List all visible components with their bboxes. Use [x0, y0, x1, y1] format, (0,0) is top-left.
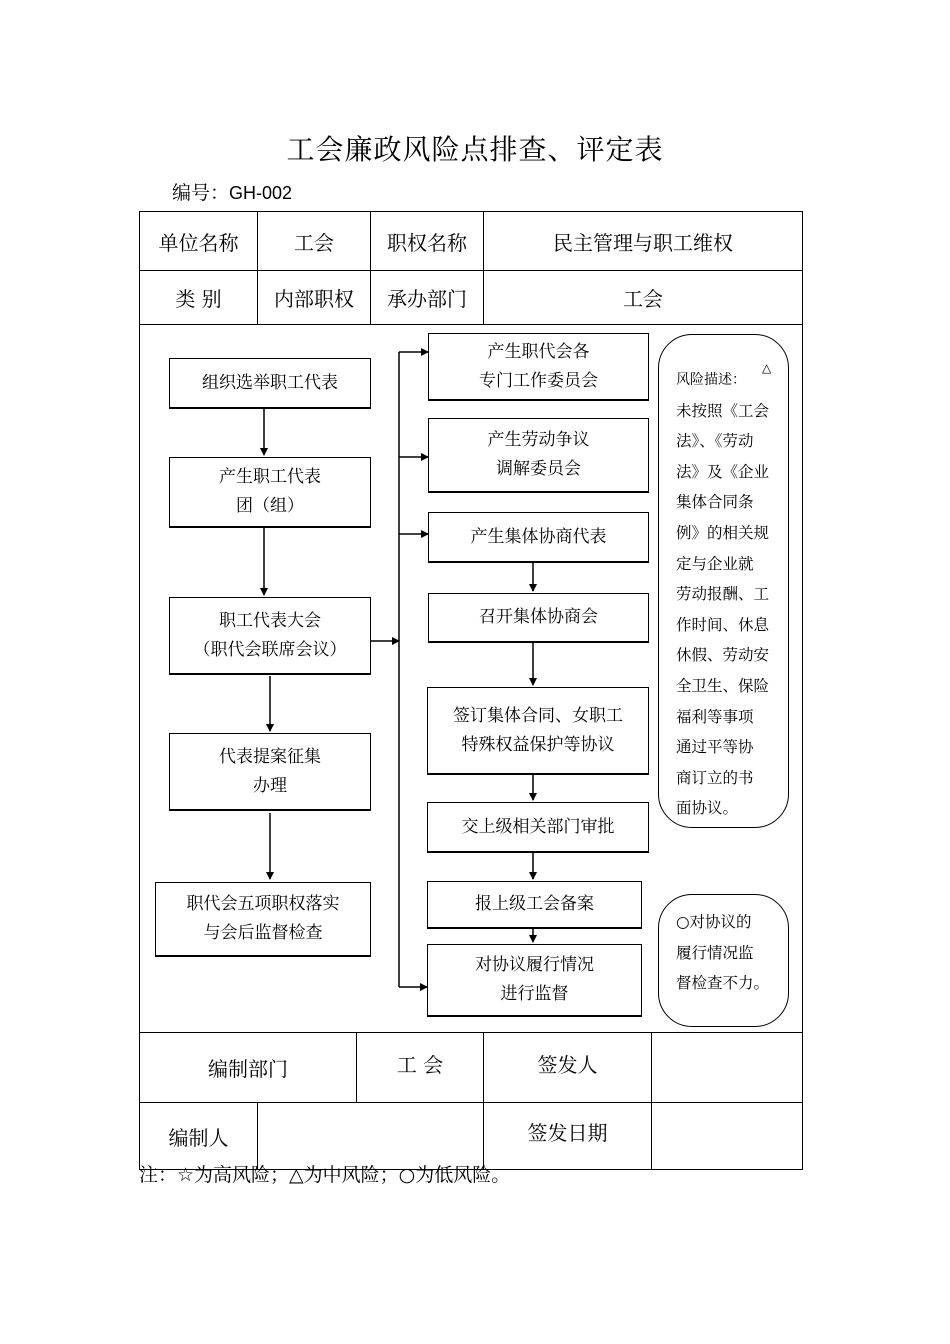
- flow-step-negotiation-reps: 产生集体协商代表: [428, 512, 649, 563]
- category-value: 内部职权: [274, 287, 354, 311]
- flow-step-supervision: 对协议履行情况 进行监督: [427, 944, 642, 1017]
- medium-risk-callout: [658, 334, 789, 828]
- issuer-label: 签发人: [537, 1052, 598, 1077]
- flow-step-proposals: 代表提案征集 办理: [169, 733, 371, 811]
- risk-description-line: 面协议。: [676, 799, 739, 818]
- risk-description-line: 全卫生、保险: [676, 676, 770, 695]
- preparer-label: 编制人: [168, 1125, 229, 1150]
- flow-step-form-delegation: 产生职工代表 团（组）: [169, 457, 371, 528]
- page-title: 工会廉政风险点排查、评定表: [286, 133, 664, 166]
- serial-label: 编号：: [172, 182, 230, 204]
- category-label: 类 别: [175, 287, 222, 311]
- low-risk-callout: [658, 894, 789, 1027]
- flow-step-negotiation-meeting: 召开集体协商会: [428, 593, 649, 643]
- compiling-dept-value: 工 会: [396, 1052, 444, 1077]
- compiling-dept-label: 编制部门: [208, 1057, 288, 1081]
- risk-description-line: 劳动报酬、工: [676, 585, 770, 604]
- flow-step-mediation-committee: 产生劳动争议 调解委员会: [428, 418, 649, 493]
- low-risk-line: ○对协议的: [676, 913, 752, 931]
- flow-step-implementation: 职代会五项职权落实 与会后监督检查: [155, 882, 371, 957]
- unit-name-value: 工会: [294, 230, 334, 255]
- dept-label: 承办部门: [387, 287, 467, 311]
- power-name-value: 民主管理与职工维权: [553, 230, 733, 255]
- risk-description-line: 法》及《企业: [676, 462, 770, 481]
- risk-legend-note: 注：☆为高风险；△为中风险；○为低风险。: [139, 1164, 511, 1186]
- risk-description-line: 通过平等协: [676, 738, 754, 757]
- flow-step-committees: 产生职代会各 专门工作委员会: [428, 333, 649, 401]
- unit-name-label: 单位名称: [158, 230, 239, 255]
- medium-risk-icon: △: [762, 361, 772, 375]
- risk-description-line: 例》的相关规: [676, 523, 770, 542]
- issue-date-label: 签发日期: [527, 1121, 608, 1145]
- risk-description-line: 未按照《工会: [676, 401, 770, 420]
- low-risk-line: 督检查不力。: [676, 974, 770, 993]
- low-risk-text: [676, 907, 788, 999]
- serial-value: GH-002: [229, 183, 293, 203]
- risk-description-line: 商订立的书: [676, 768, 754, 787]
- flow-step-elect-representatives: 组织选举职工代表: [169, 358, 371, 409]
- issue-date-value[interactable]: [652, 1103, 802, 1169]
- risk-description-line: 休假、劳动安: [676, 646, 770, 665]
- risk-description-line: 定与企业就: [676, 554, 754, 573]
- risk-description-line: 作时间、休息: [676, 615, 770, 634]
- flow-step-congress: 职工代表大会 （职代会联席会议）: [169, 597, 371, 675]
- flow-step-filing: 报上级工会备案: [427, 881, 642, 929]
- risk-description-text: [676, 396, 788, 824]
- flow-step-approval: 交上级相关部门审批: [427, 802, 649, 853]
- risk-description-line: 法》、《劳动: [676, 432, 754, 451]
- risk-description-line: 集体合同条: [676, 493, 754, 512]
- risk-description-line: 福利等事项: [676, 707, 754, 726]
- flow-step-sign-contract: 签订集体合同、女职工 特殊权益保护等协议: [427, 687, 649, 775]
- risk-description-heading: 风险描述： △: [676, 365, 788, 396]
- power-name-label: 职权名称: [387, 230, 467, 255]
- issuer-value[interactable]: [652, 1033, 802, 1102]
- dept-value: 工会: [623, 287, 663, 311]
- low-risk-line: 履行情况监: [676, 943, 754, 962]
